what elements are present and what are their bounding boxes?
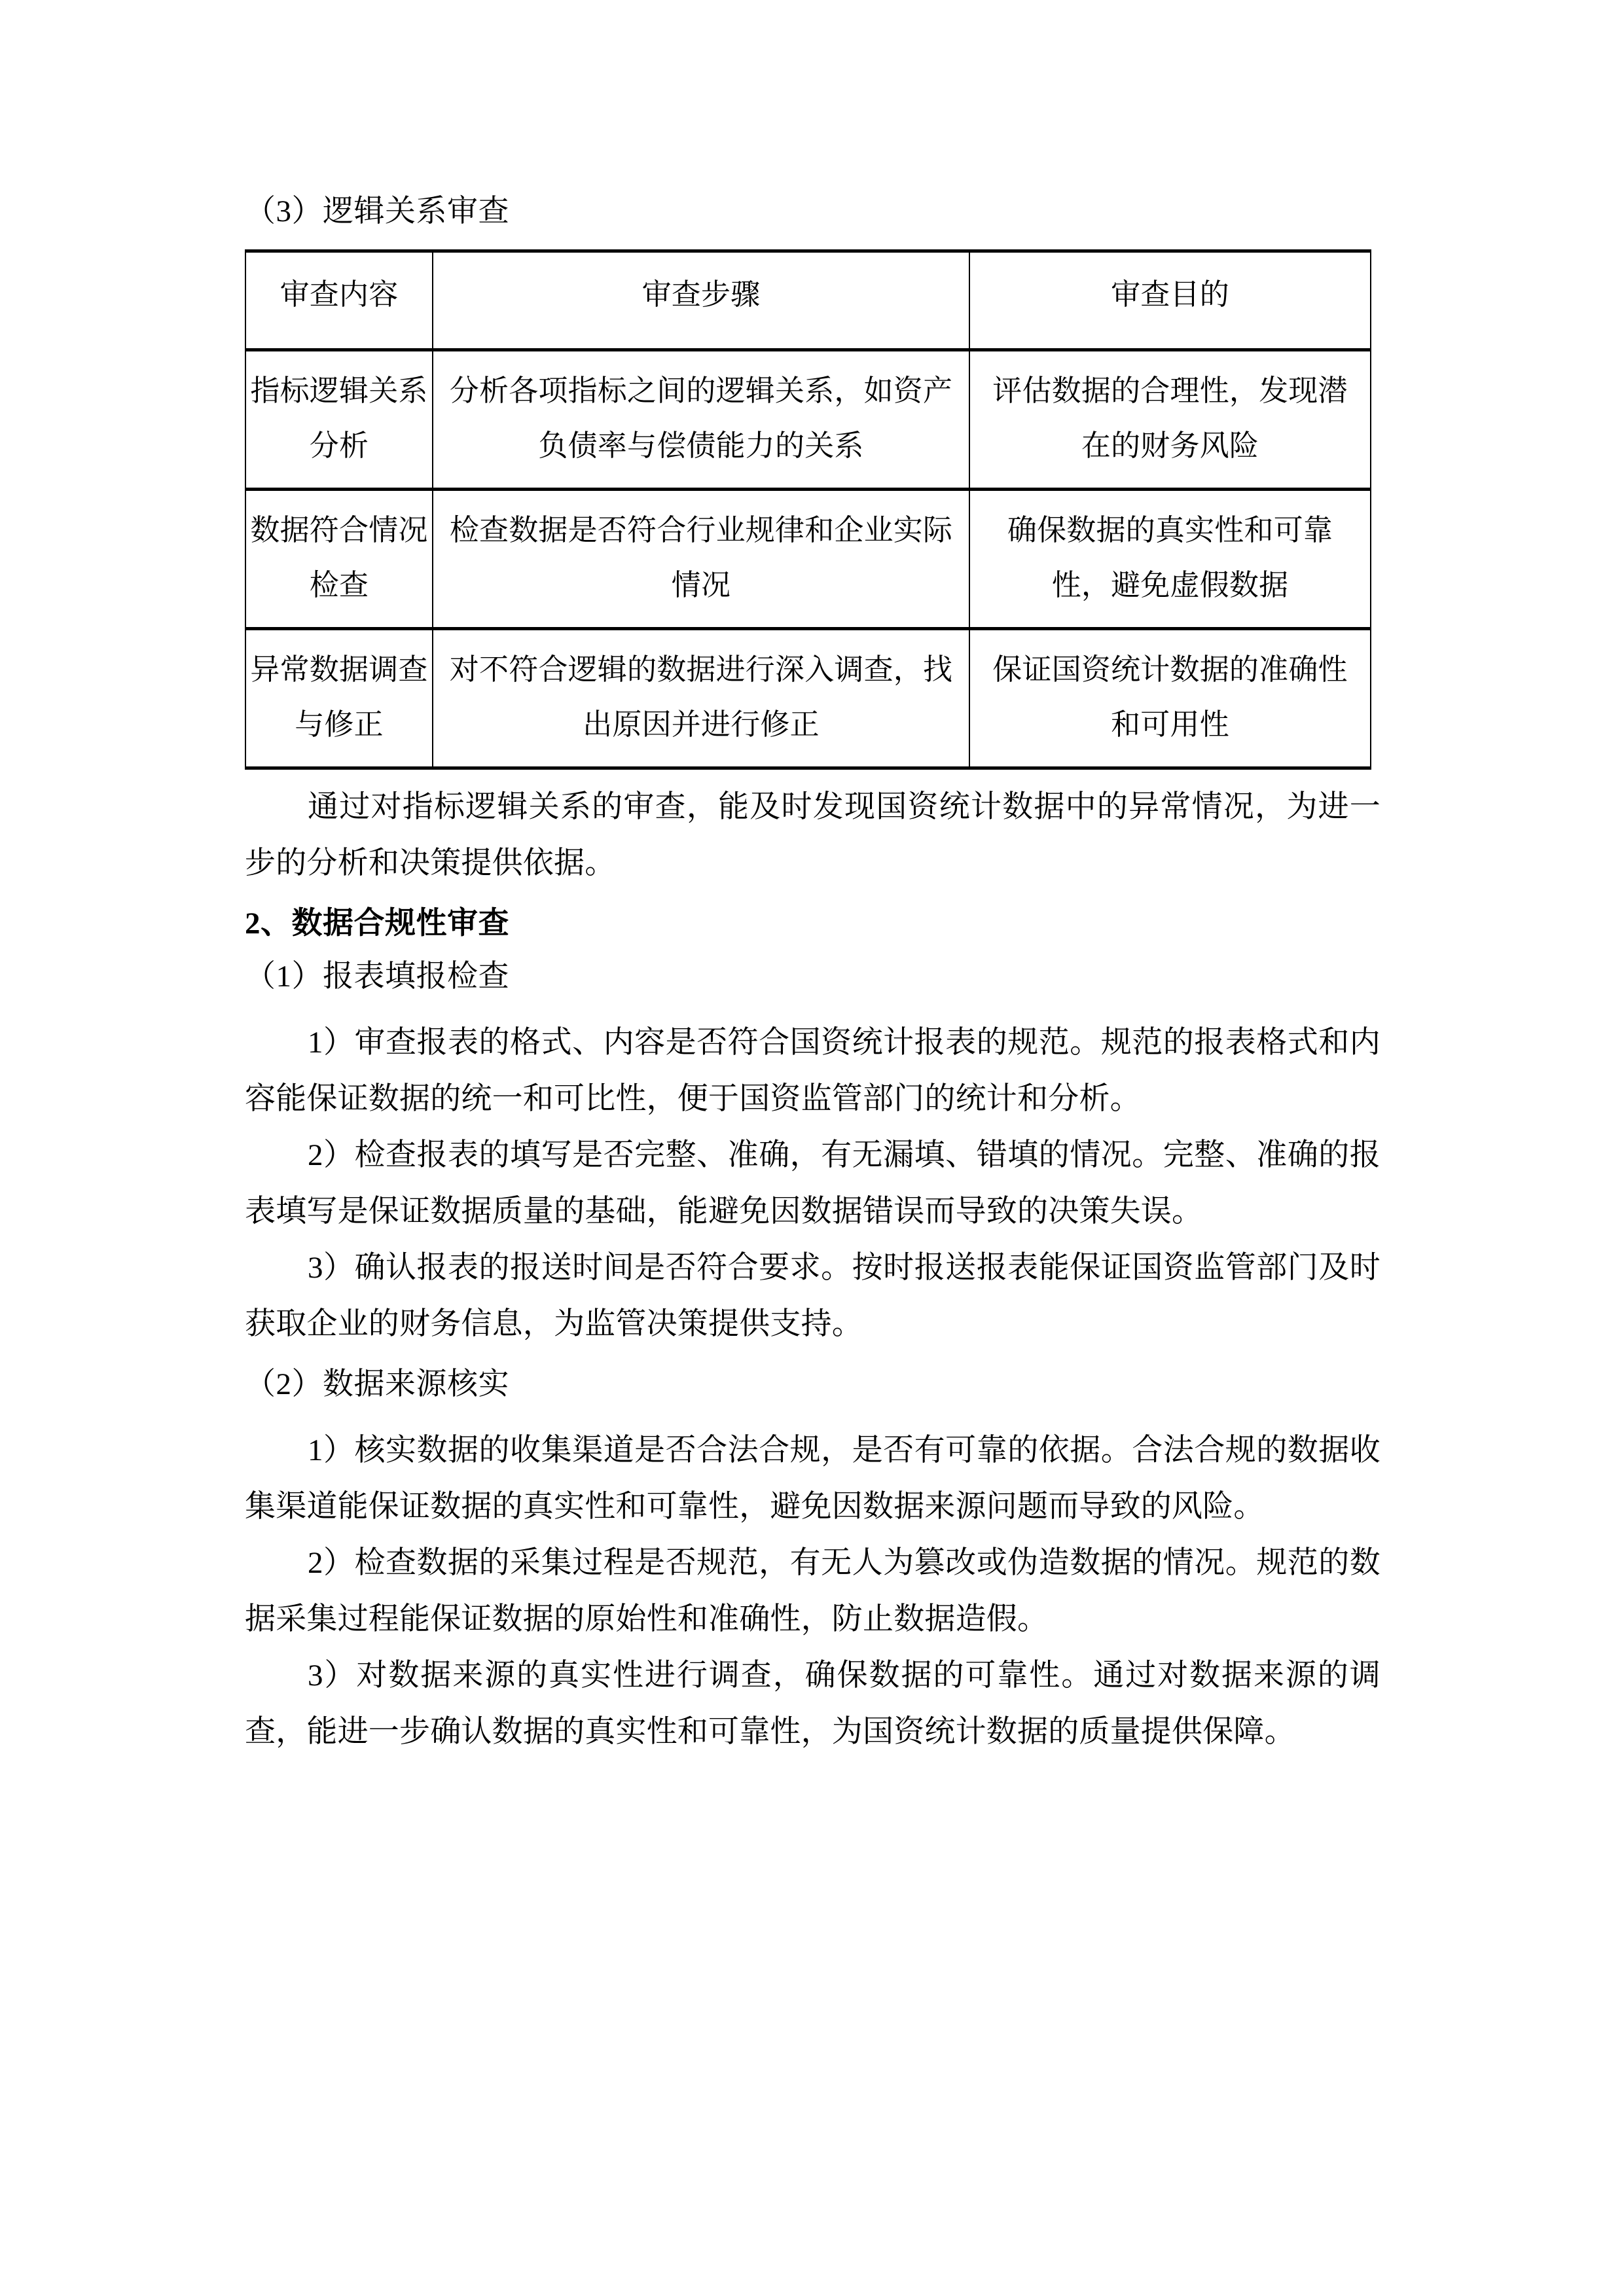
table-cell-purpose: 保证国资统计数据的准确性和可用性 (969, 629, 1371, 768)
table-header-cell-steps: 审查步骤 (433, 251, 969, 350)
subsection-heading-report-filling: （1）报表填报检查 (245, 960, 509, 994)
summary-paragraph: 通过对指标逻辑关系的审查，能及时发现国资统计数据中的异常情况，为进一步的分析和决策提供依据。 (245, 790, 1380, 880)
subsection-heading-data-source: （2）数据来源核实 (245, 1367, 509, 1401)
audit-table-wrapper (245, 249, 1380, 770)
table-cell-content: 数据符合情况检查 (245, 490, 433, 629)
table-header-row (245, 251, 1371, 350)
table-cell-purpose: 确保数据的真实性和可靠性，避免虚假数据 (969, 490, 1371, 629)
list-item-report-3: 3）确认报表的报送时间是否符合要求。按时报送报表能保证国资监管部门及时获取企业的财务信息，为监管决策提供支持。 (245, 1251, 1380, 1341)
table-cell-content: 异常数据调查与修正 (245, 629, 433, 768)
section-heading-logic-review: （3）逻辑关系审查 (245, 194, 509, 228)
list-item-source-1: 1）核实数据的收集渠道是否合法合规，是否有可靠的依据。合法合规的数据收集渠道能保证数据的真实性和可靠性，避免因数据来源问题而导致的风险。 (245, 1433, 1380, 1524)
table-row (245, 490, 1371, 629)
logic-review-table (245, 249, 1371, 770)
table-cell-steps: 检查数据是否符合行业规律和企业实际情况 (433, 490, 969, 629)
list-item-report-1: 1）审查报表的格式、内容是否符合国资统计报表的规范。规范的报表格式和内容能保证数据的统一和可比性，便于国资监管部门的统计和分析。 (245, 1026, 1380, 1116)
list-item-source-3: 3）对数据来源的真实性进行调查，确保数据的可靠性。通过对数据来源的调查，能进一步确认数据的真实性和可靠性，为国资统计数据的质量提供保障。 (245, 1659, 1380, 1749)
table-cell-steps: 分析各项指标之间的逻辑关系，如资产负债率与偿债能力的关系 (433, 350, 969, 490)
table-cell-steps: 对不符合逻辑的数据进行深入调查，找出原因并进行修正 (433, 629, 969, 768)
list-item-report-2: 2）检查报表的填写是否完整、准确，有无漏填、错填的情况。完整、准确的报表填写是保证数据质量的基础，能避免因数据错误而导致的决策失误。 (245, 1138, 1380, 1229)
list-item-source-2: 2）检查数据的采集过程是否规范，有无人为篡改或伪造数据的情况。规范的数据采集过程能保证数据的原始性和准确性，防止数据造假。 (245, 1546, 1380, 1636)
section-heading-compliance-review: 2、数据合规性审查 (245, 906, 509, 941)
table-header-cell-content: 审查内容 (245, 251, 433, 350)
table-cell-purpose: 评估数据的合理性，发现潜在的财务风险 (969, 350, 1371, 490)
table-row (245, 350, 1371, 490)
table-row (245, 629, 1371, 768)
table-header-cell-purpose: 审查目的 (969, 251, 1371, 350)
table-cell-content: 指标逻辑关系分析 (245, 350, 433, 490)
